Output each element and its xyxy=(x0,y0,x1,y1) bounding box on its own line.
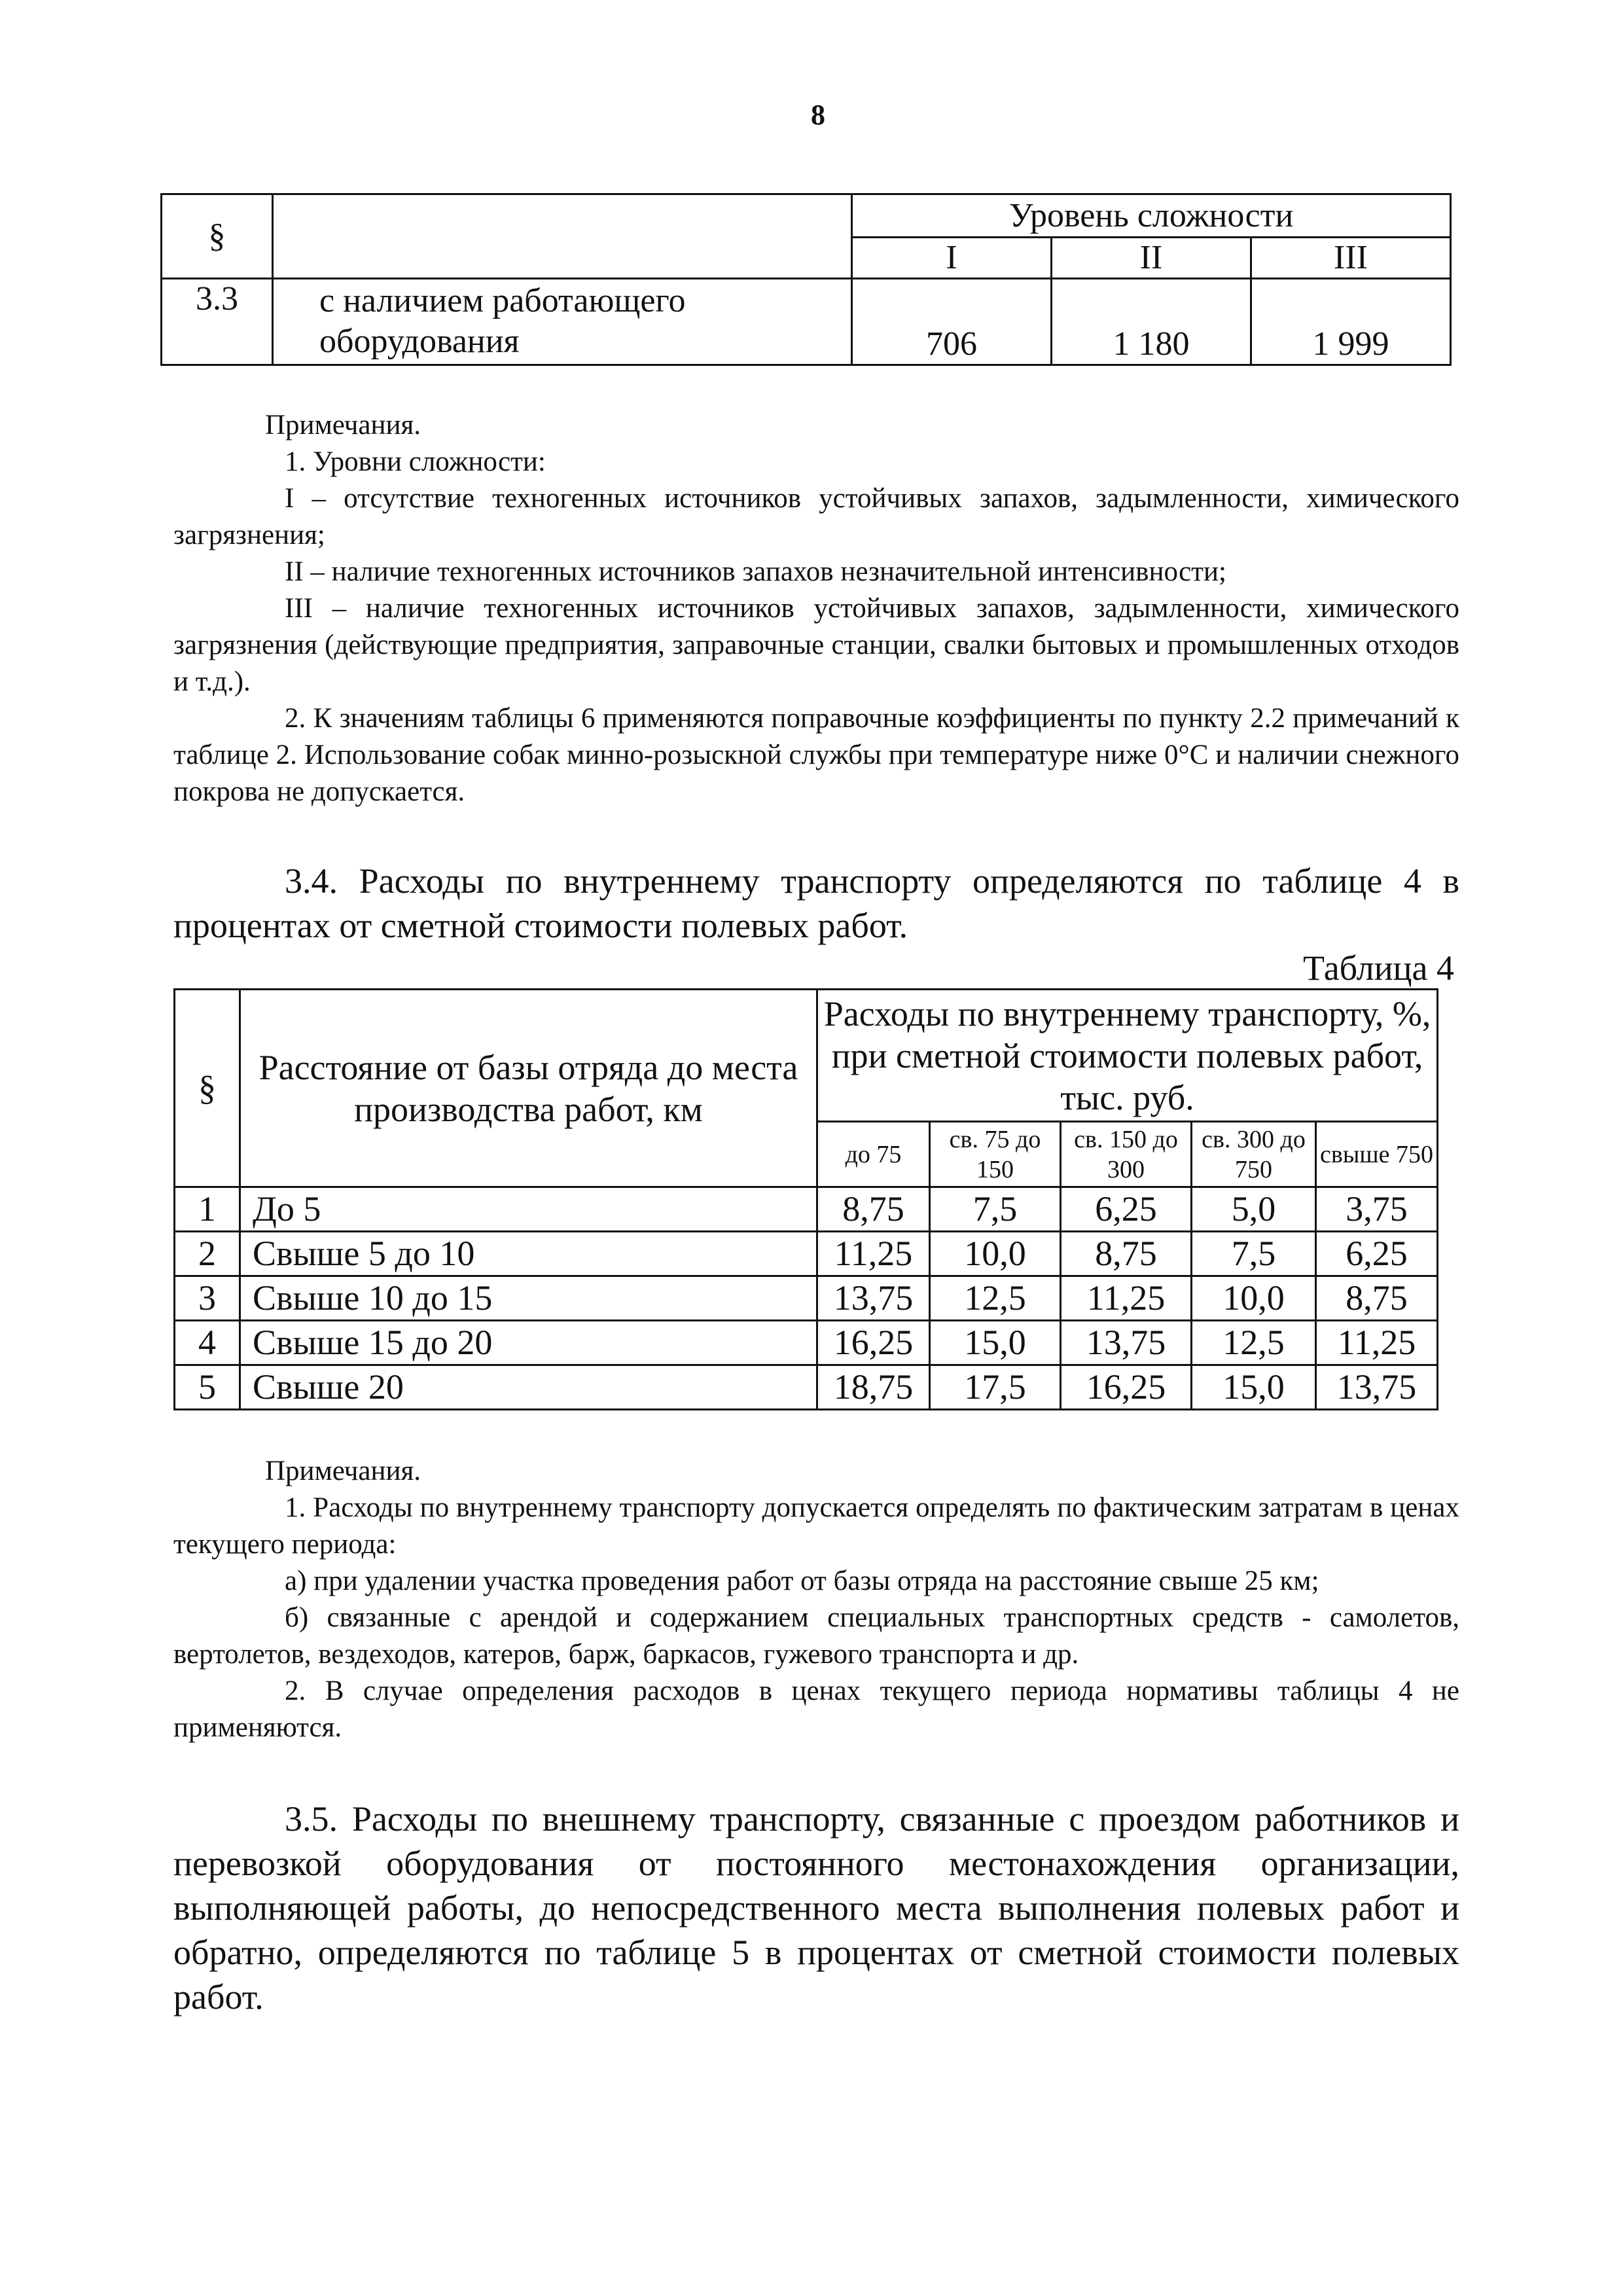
difficulty-table xyxy=(160,193,1452,366)
cost-value: 17,5 xyxy=(930,1365,1061,1410)
row-number: 5 xyxy=(175,1365,240,1410)
table-row xyxy=(175,1321,1438,1365)
note-line: III – наличие техногенных источников устойчивых запахов, задымленности, химического загрязнения (действующие предприятия, заправочные станции, свалки бытовых и промышленных отходов и т.д.). xyxy=(173,593,1459,697)
cost-value: 7,5 xyxy=(1192,1232,1316,1276)
cost-value: 5,0 xyxy=(1192,1187,1316,1232)
cost-value: 12,5 xyxy=(930,1276,1061,1321)
subheader-cell: св. 150 до 300 xyxy=(1061,1122,1192,1187)
paragraph-3-5: 3.5. Расходы по внешнему транспорту, связанные с проездом работников и перевозкой оборудования от постоянного местонахождения организации, выполняющей работы, до непосредственного места выполнения полевых работ и обратно, определяются по таблице 5 в процентах от сметной стоимости полевых работ. xyxy=(173,1799,1459,2017)
cost-value: 16,25 xyxy=(817,1321,930,1365)
cost-value: 3,75 xyxy=(1316,1187,1438,1232)
row-distance: Свыше 15 до 20 xyxy=(240,1321,817,1365)
cost-value: 11,25 xyxy=(1316,1321,1438,1365)
page-number: 8 xyxy=(811,99,825,131)
cost-value: 13,75 xyxy=(1061,1321,1192,1365)
level-iii-header: III xyxy=(1251,238,1451,279)
cost-value: 8,75 xyxy=(1061,1232,1192,1276)
cost-value: 15,0 xyxy=(930,1321,1061,1365)
table-caption: Таблица 4 xyxy=(1303,948,1454,988)
subheader-cell: свыше 750 xyxy=(1316,1122,1438,1187)
cost-value: 6,25 xyxy=(1316,1232,1438,1276)
cost-header: Расходы по внутреннему транспорту, %, при сметной стоимости полевых работ, тыс. руб. xyxy=(817,990,1438,1122)
cost-value: 15,0 xyxy=(1192,1365,1316,1410)
row-distance: Свыше 5 до 10 xyxy=(240,1232,817,1276)
row-number: 4 xyxy=(175,1321,240,1365)
notes-block-1 xyxy=(173,407,1459,810)
level-header: Уровень сложности xyxy=(852,194,1451,238)
notes-title: Примечания. xyxy=(265,410,421,440)
value-level-iii: 1 999 xyxy=(1251,278,1451,365)
note-line: а) при удалении участка проведения работ от базы отряда на расстояние свыше 25 км; xyxy=(285,1566,1319,1596)
row-number: 3 xyxy=(175,1276,240,1321)
table-row xyxy=(175,1365,1438,1410)
note-line: 2. К значениям таблицы 6 применяются поправочные коэффициенты по пункту 2.2 примечаний к таблице 2. Использование собак минно-розыскной службы при температуре ниже 0°С и наличии снежного покрова не допускается. xyxy=(173,703,1459,807)
note-line: I – отсутствие техногенных источников устойчивых запахов, задымленности, химического загрязнения; xyxy=(173,483,1459,550)
level-ii-header: II xyxy=(1052,238,1251,279)
table-row xyxy=(175,1276,1438,1321)
value-level-ii: 1 180 xyxy=(1052,278,1251,365)
cost-value: 16,25 xyxy=(1061,1365,1192,1410)
level-i-header: I xyxy=(852,238,1052,279)
table-row xyxy=(175,1187,1438,1232)
paragraph-3-4: 3.4. Расходы по внутреннему транспорту определяются по таблице 4 в процентах от сметной стоимости полевых работ. xyxy=(173,861,1459,945)
notes-block-2 xyxy=(173,1453,1459,1746)
note-line: 1. Уровни сложности: xyxy=(285,446,546,477)
note-line: II – наличие техногенных источников запахов незначительной интенсивности; xyxy=(285,556,1226,587)
cost-value: 7,5 xyxy=(930,1187,1061,1232)
section-symbol-header: § xyxy=(175,990,240,1187)
row-number: 2 xyxy=(175,1232,240,1276)
cost-value: 10,0 xyxy=(1192,1276,1316,1321)
cost-value: 12,5 xyxy=(1192,1321,1316,1365)
cost-value: 13,75 xyxy=(817,1276,930,1321)
notes-title: Примечания. xyxy=(265,1456,421,1486)
row-number: 3.3 xyxy=(162,278,273,365)
section-symbol-header: § xyxy=(162,194,273,279)
row-distance: Свыше 10 до 15 xyxy=(240,1276,817,1321)
cost-value: 11,25 xyxy=(817,1232,930,1276)
cost-value: 11,25 xyxy=(1061,1276,1192,1321)
subheader-cell: до 75 xyxy=(817,1122,930,1187)
cost-value: 8,75 xyxy=(817,1187,930,1232)
subheader-cell: св. 75 до 150 xyxy=(930,1122,1061,1187)
cost-value: 8,75 xyxy=(1316,1276,1438,1321)
cost-value: 6,25 xyxy=(1061,1187,1192,1232)
note-line: 1. Расходы по внутреннему транспорту допускается определять по фактическим затратам в ценах текущего периода: xyxy=(173,1492,1459,1560)
row-description: с наличием работающего оборудования xyxy=(273,278,852,365)
cost-value: 13,75 xyxy=(1316,1365,1438,1410)
transport-cost-table xyxy=(173,988,1438,1410)
distance-header: Расстояние от базы отряда до места производства работ, км xyxy=(240,990,817,1187)
cost-value: 10,0 xyxy=(930,1232,1061,1276)
cost-value: 18,75 xyxy=(817,1365,930,1410)
row-distance: До 5 xyxy=(240,1187,817,1232)
note-line: б) связанные с арендой и содержанием специальных транспортных средств - самолетов, вертолетов, вездеходов, катеров, барж, баркасов, гужевого транспорта и др. xyxy=(173,1602,1459,1670)
blank-header xyxy=(273,194,852,279)
table-row xyxy=(175,1232,1438,1276)
row-number: 1 xyxy=(175,1187,240,1232)
row-distance: Свыше 20 xyxy=(240,1365,817,1410)
note-line: 2. В случае определения расходов в ценах текущего периода нормативы таблицы 4 не применяются. xyxy=(173,1676,1459,1743)
subheader-cell: св. 300 до 750 xyxy=(1192,1122,1316,1187)
value-level-i: 706 xyxy=(852,278,1052,365)
